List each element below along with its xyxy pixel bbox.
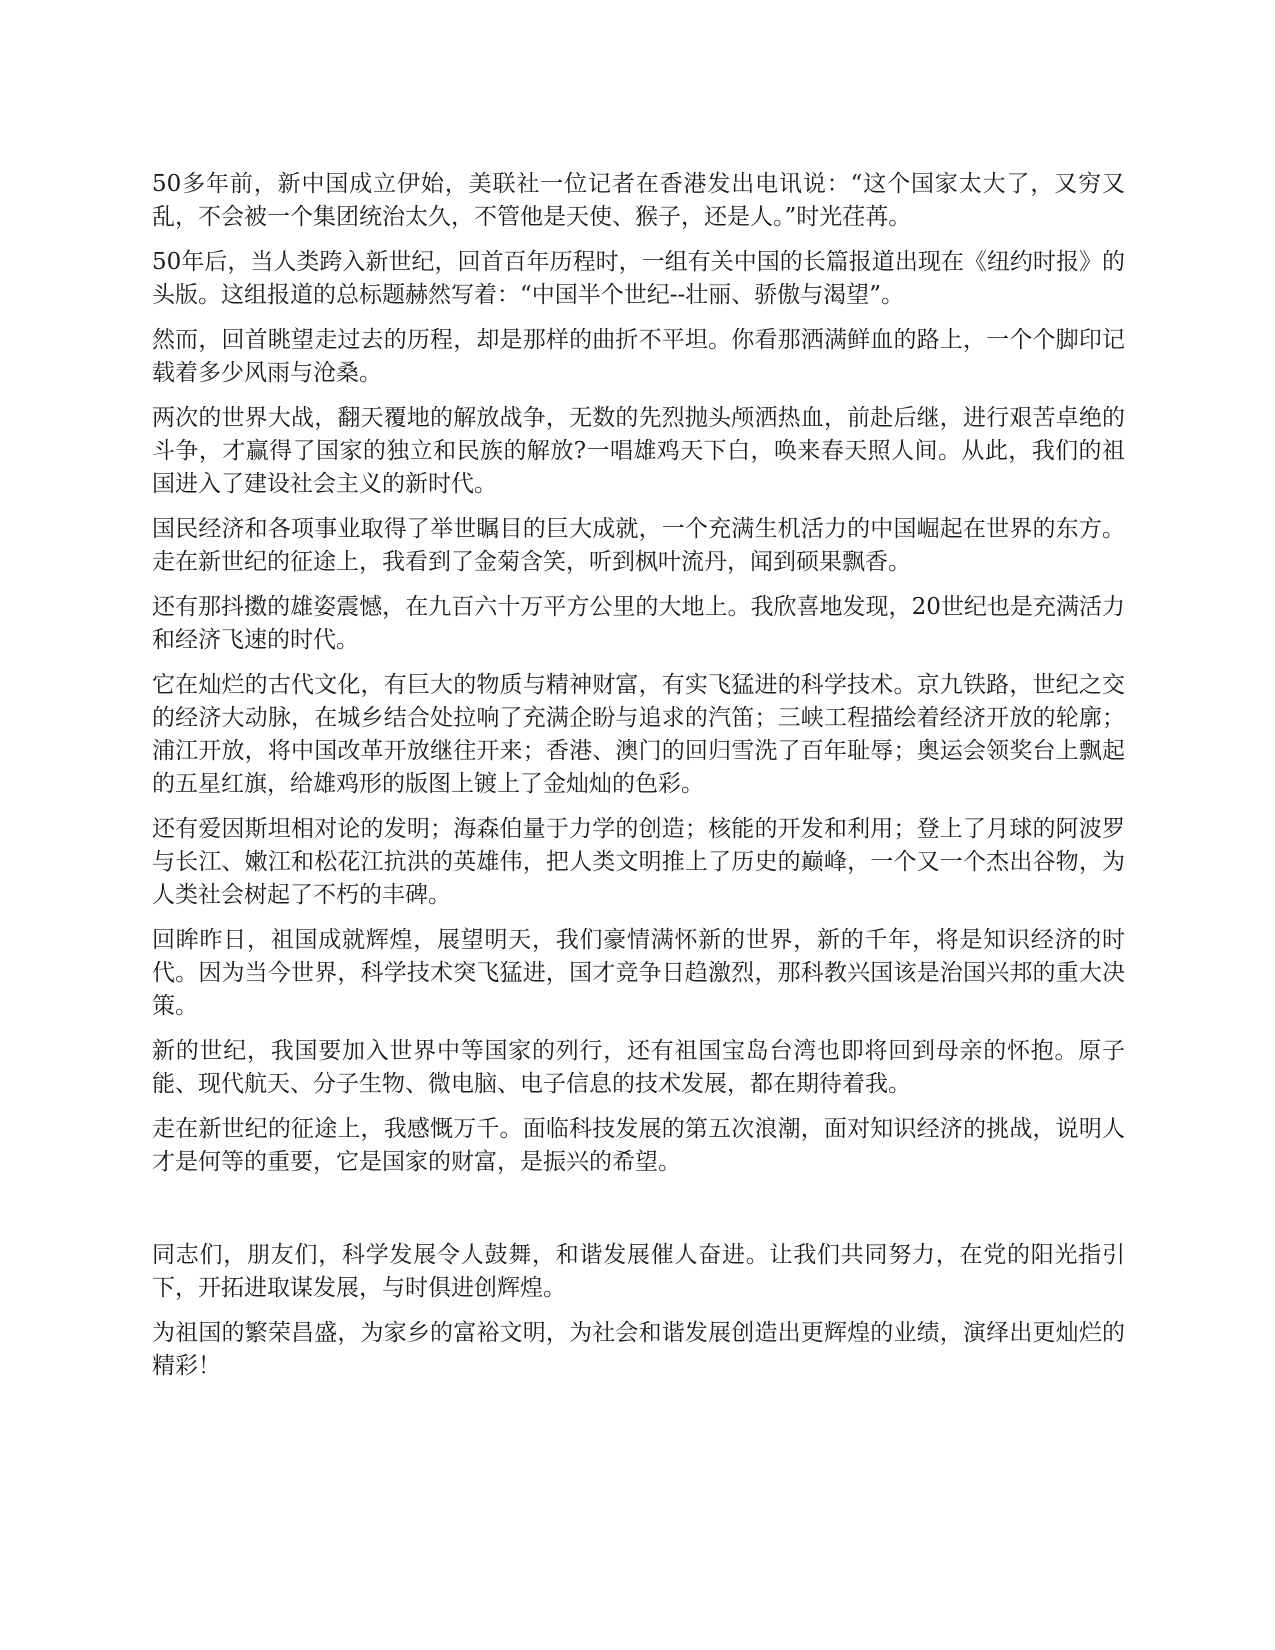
paragraph: 走在新世纪的征途上，我感慨万千。面临科技发展的第五次浪潮，面对知识经济的挑战，说明人才是何等的重要，它是国家的财富，是振兴的希望。 (152, 1116, 1125, 1175)
paragraph: 两次的世界大战，翻天覆地的解放战争，无数的先烈抛头颅洒热血，前赴后继，进行艰苦卓绝的斗争，才赢得了国家的独立和民族的解放?一唱雄鸡天下白，唤来春天照人间。从此，我们的祖国进入了建设社会主义的新时代。 (152, 405, 1125, 497)
section-gap (152, 1191, 1125, 1239)
paragraph: 它在灿烂的古代文化，有巨大的物质与精神财富，有实飞猛进的科学技术。京九铁路，世纪之交的经济大动脉，在城乡结合处拉响了充满企盼与追求的汽笛；三峡工程描绘着经济开放的轮廓；浦江开放，将中国改革开放继往开来；香港、澳门的回归雪洗了百年耻辱；奥运会领奖台上飘起的五星红旗，给雄鸡形的版图上镀上了金灿灿的色彩。 (152, 672, 1125, 797)
paragraph: 为祖国的繁荣昌盛，为家乡的富裕文明，为社会和谐发展创造出更辉煌的业绩，演绎出更灿烂的精彩！ (152, 1320, 1125, 1379)
paragraph: 还有爱因斯坦相对论的发明；海森伯量于力学的创造；核能的开发和利用；登上了月球的阿波罗与长江、嫩江和松花江抗洪的英雄伟，把人类文明推上了历史的巅峰，一个又一个杰出谷物，为人类社会树起了不朽的丰碑。 (152, 816, 1125, 908)
paragraph: 新的世纪，我国要加入世界中等国家的列行，还有祖国宝岛台湾也即将回到母亲的怀抱。原子能、现代航天、分子生物、微电脑、电子信息的技术发展，都在期待着我。 (152, 1038, 1125, 1097)
paragraph: 50年后，当人类跨入新世纪，回首百年历程时，一组有关中国的长篇报道出现在《纽约时报》的头版。这组报道的总标题赫然写着：“中国半个世纪--壮丽、骄傲与渴望”。 (152, 249, 1125, 308)
paragraph: 50多年前，新中国成立伊始，美联社一位记者在香港发出电讯说：“这个国家太大了，又穷又乱，不会被一个集团统治太久，不管他是天使、猴子，还是人。”时光荏苒。 (152, 171, 1125, 230)
paragraph: 回眸昨日，祖国成就辉煌，展望明天，我们豪情满怀新的世界，新的千年，将是知识经济的时代。因为当今世界，科学技术突飞猛进，国才竞争日趋激烈，那科教兴国该是治国兴邦的重大决策。 (152, 927, 1125, 1019)
paragraph: 还有那抖擞的雄姿震憾，在九百六十万平方公里的大地上。我欣喜地发现，20世纪也是充满活力和经济飞速的时代。 (152, 594, 1125, 653)
paragraph: 国民经济和各项事业取得了举世瞩目的巨大成就，一个充满生机活力的中国崛起在世界的东方。走在新世纪的征途上，我看到了金菊含笑，听到枫叶流丹，闻到硕果飘香。 (152, 516, 1125, 575)
paragraph: 同志们，朋友们，科学发展令人鼓舞，和谐发展催人奋进。让我们共同努力，在党的阳光指引下，开拓进取谋发展，与时俱进创辉煌。 (152, 1242, 1125, 1301)
paragraph: 然而，回首眺望走过去的历程，却是那样的曲折不平坦。你看那洒满鲜血的路上，一个个脚印记载着多少风雨与沧桑。 (152, 327, 1125, 386)
